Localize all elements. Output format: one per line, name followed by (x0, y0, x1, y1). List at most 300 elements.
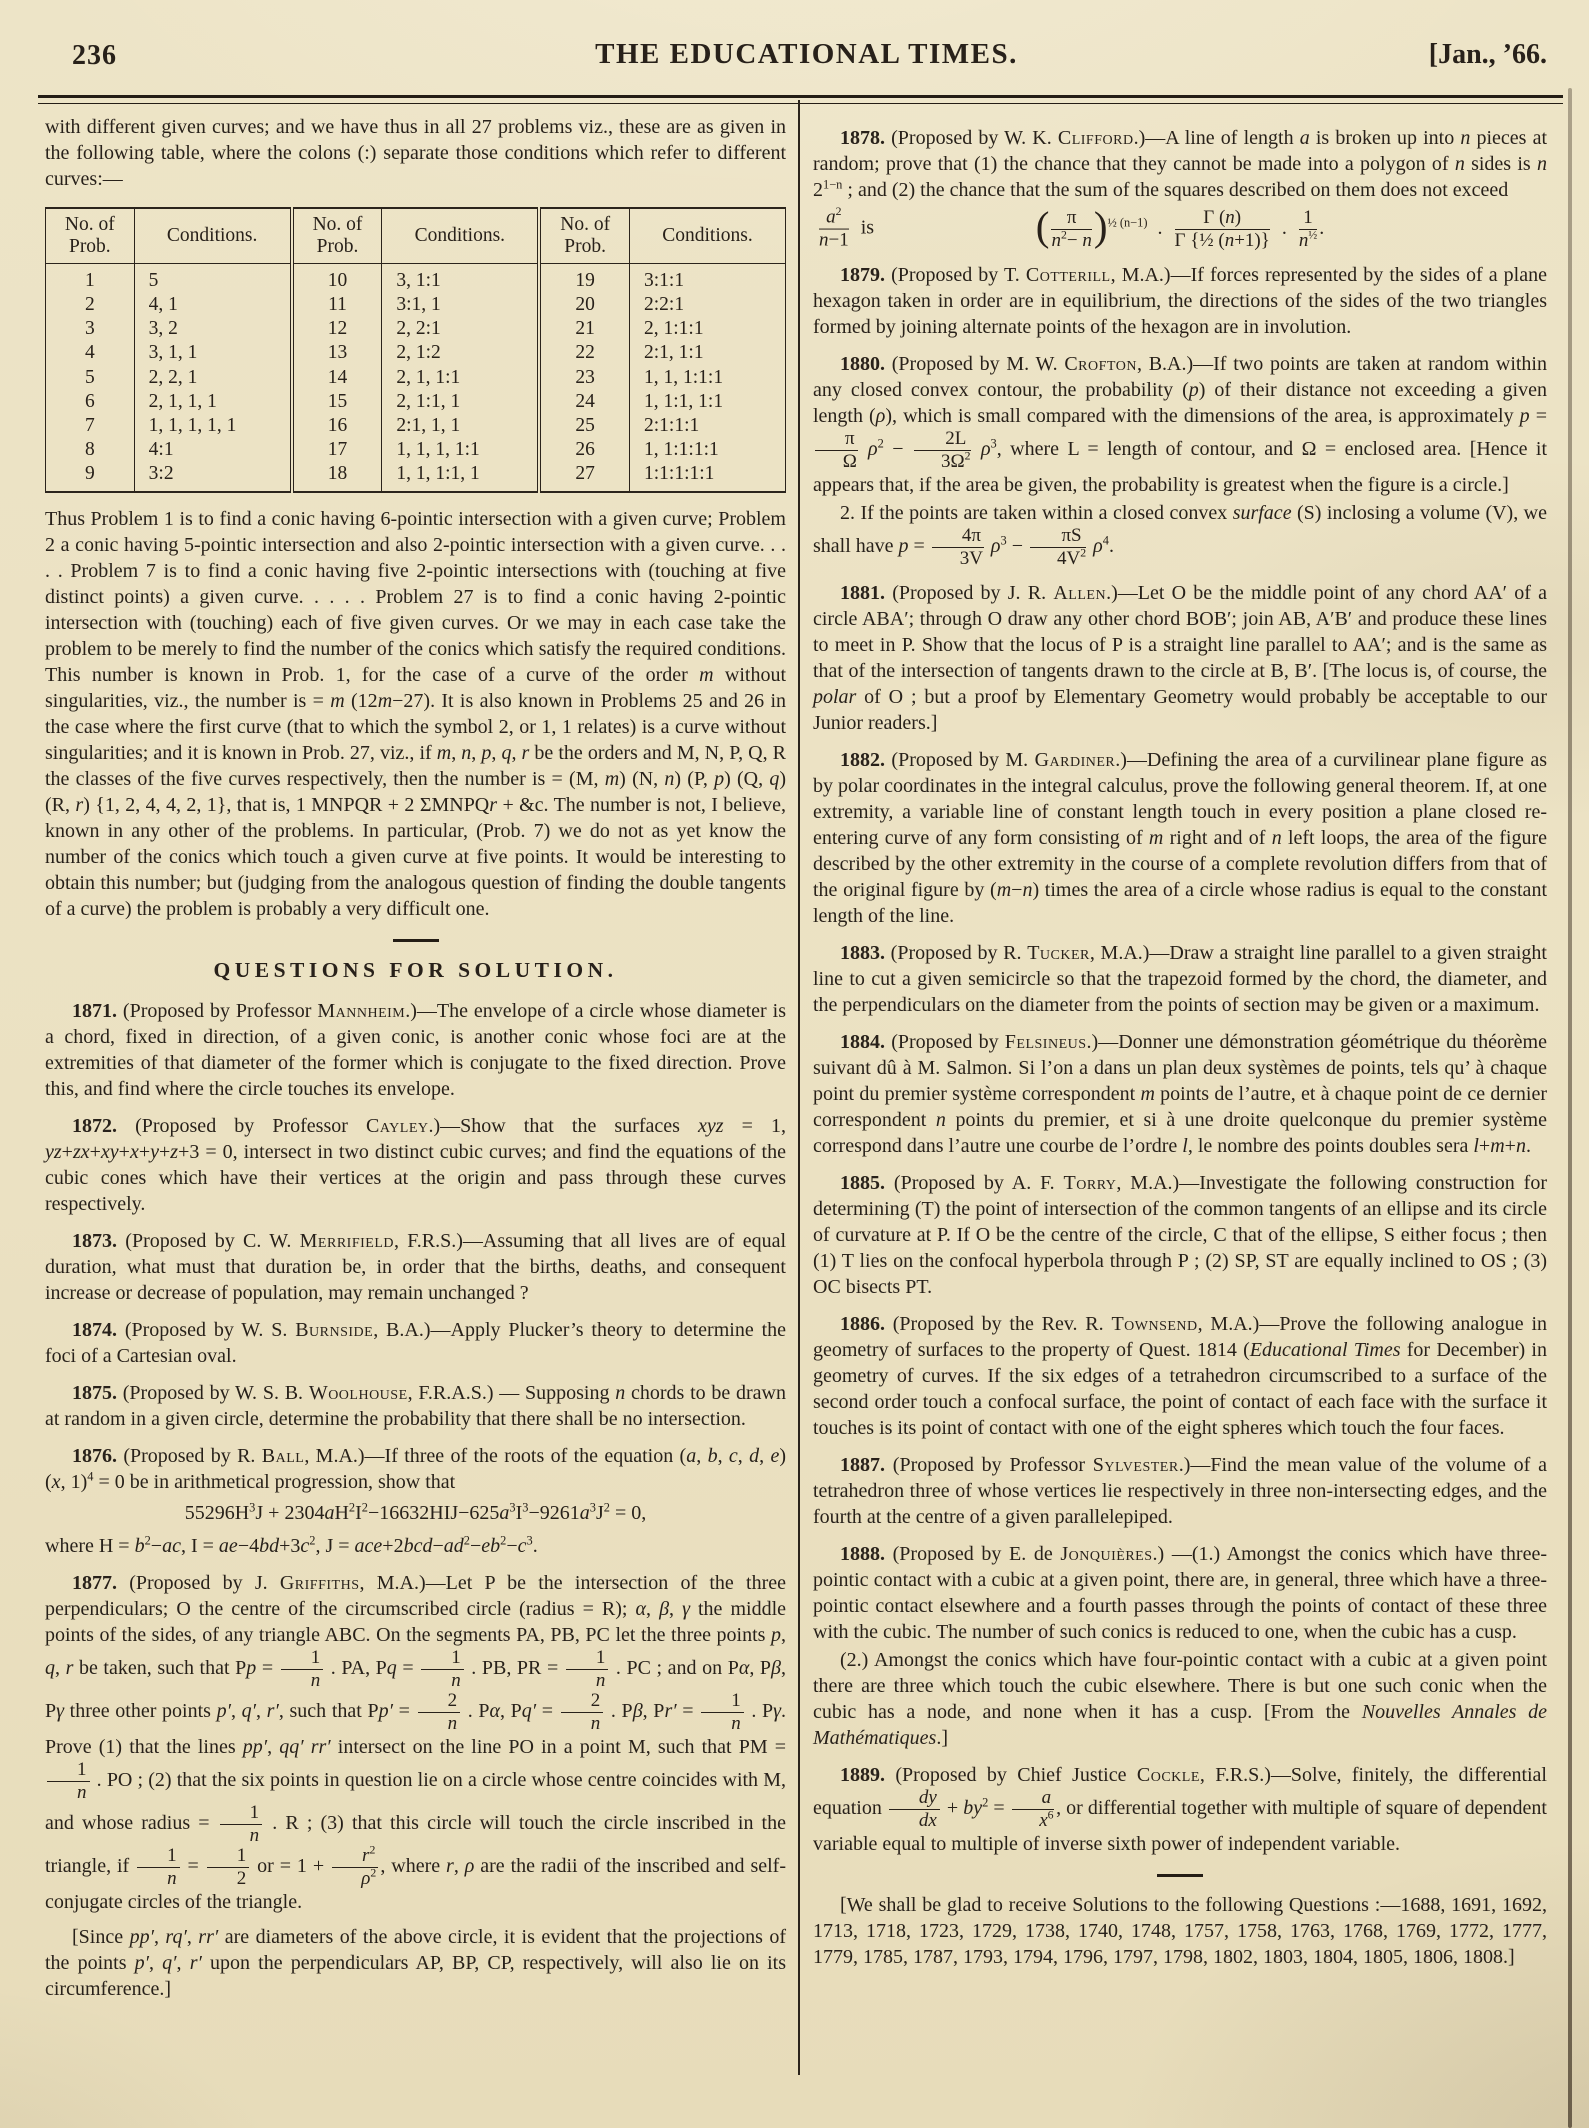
proposer-name: Griffiths (279, 1572, 360, 1595)
fraction (1299, 208, 1317, 251)
problem-1874: 1874. (Proposed by W. S. Burnside, B.A.)—Apply Plucker’s theory to determine the foci of a Cartesian oval. (45, 1319, 786, 1368)
italic-text: n (1271, 826, 1282, 849)
problem-number: 1872. (72, 1115, 117, 1138)
italic-text: p (898, 534, 909, 557)
problem-number: 1883. (840, 941, 885, 964)
italic-text: qq′ (279, 1736, 304, 1759)
problem-number: 1881. (840, 581, 885, 604)
conditions-cell: 2, 1:1:1 (630, 317, 786, 341)
italic-text: n (1082, 229, 1092, 251)
italic-text: eb (481, 1535, 501, 1558)
italic-text: rr′ (198, 1925, 219, 1948)
problem-1878: 1878. (Proposed by W. K. Clifford.)—A line of length a is broken up into n pieces at random; prove that (1) the chance that they cannot be made into a polygon of n sides is n $2^{1-n}$ ; and (2) the chance that the sum of the squares described on them does not exceed (813, 127, 1548, 201)
fraction (914, 429, 971, 472)
superscript: 3 (522, 1500, 529, 1515)
fraction (418, 1691, 461, 1734)
italic-text: n (167, 1867, 177, 1889)
italic-text: p′ (378, 1700, 393, 1723)
table-row (46, 390, 786, 414)
italic-text: p (771, 1624, 781, 1647)
superscript: 2 (877, 436, 884, 451)
problem-number-cell: 15 (292, 390, 382, 414)
problem-1877: 1877. (Proposed by J. Griffiths, M.A.)—Let P be the intersection of the three perpendiculars; O the centre of the circumscribed circle (radius = R); α, β, γ the middle points of the sides, of any triangle ABC. On the segments PA, PB, PC let the three points p, q, r be taken, such that Pp = $\frac{1}{n}$ . PA, Pq = $\frac{1}{n}$ . PB, PR = $\frac{1}{n}$ . PC ; and on Pα, Pβ, Pγ three other points p′, q′, r′, such that Pp′ = $\frac{2}{n}$ . Pα, Pq′ = $\frac{2}{n}$ . Pβ, Pr′ = $\frac{1}{n}$ . Pγ. Prove (1) that the lines pp′, qq′ rr′ intersect on the line PO in a point M, such that PM = $\frac{1}{n}$ . PO ; (2) that the six points in question lie on a circle whose centre coincides with M, and whose radius = $\frac{1}{n}$ . R ; (3) that this circle will touch the circle inscribed in the triangle, if $\frac{1}{n}$ = $\frac{1}{2}$ or = 1 + $\frac{r^2}{\rho^2}$ , where r, ρ are the radii of the inscribed and self-conjugate circles of the triangle. (45, 1572, 787, 1913)
italic-text: e (770, 1445, 780, 1468)
proposer-name: Sylvester (1092, 1453, 1179, 1476)
table-row (46, 438, 786, 462)
problem-number-cell: 21 (539, 317, 629, 341)
conditions-cell: 3:1, 1 (382, 293, 540, 317)
italic-text: d (749, 1445, 760, 1468)
italic-text: polar (813, 685, 857, 708)
italic-text: y (150, 1141, 160, 1164)
superscript: 6 (1047, 1808, 1054, 1822)
italic-text: n (447, 1713, 458, 1735)
fraction-numerator: 1 (207, 1846, 250, 1868)
italic-text: p (1188, 378, 1199, 401)
fraction-numerator: 2 (561, 1691, 604, 1713)
italic-text: n (819, 229, 829, 251)
proposer-name: Cotterill (1025, 263, 1111, 286)
italic-text: r (75, 794, 84, 817)
problem-number-cell: 7 (84, 414, 95, 436)
table-body (46, 263, 786, 492)
italic-text: r (521, 742, 530, 765)
fraction-numerator: 2 (418, 1691, 461, 1713)
proposer-name: Cockle (1136, 1763, 1200, 1786)
fraction-denominator (47, 1782, 90, 1803)
fraction (932, 526, 984, 569)
problem-number-cell: 22 (539, 341, 629, 365)
italic-text: ad (443, 1535, 464, 1558)
superscript: 2 (1080, 546, 1087, 560)
superscript: 4 (87, 1469, 94, 1484)
italic-text: β (771, 1657, 781, 1680)
superscript: 2 (361, 1500, 368, 1515)
italic-text: γ (773, 1700, 782, 1723)
proposer-name: Crofton (1064, 352, 1137, 375)
table-row (46, 341, 786, 365)
fraction-numerator: 1 (47, 1760, 90, 1782)
formula-main: ( $\frac{\pi}{n^2- n}$ )$^{\frac{1}{2} (n-1)}$ . $\frac{\Gamma (n)}{\text{Γ \{½ (n+1)\}}}$ . $\frac{1}{n^{\frac{1}{2}}}$ . (1035, 203, 1325, 251)
proposer-name: Gardiner (1034, 748, 1116, 771)
questions-heading: QUESTIONS FOR SOLUTION. (213, 958, 618, 983)
italic-text: pp′ (242, 1736, 268, 1759)
table-row (46, 462, 786, 492)
italic-text: q′ (162, 1951, 177, 1974)
italic-text: n (590, 1713, 601, 1735)
italic-text: r′ (189, 1951, 202, 1974)
italic-text: x (1039, 1809, 1048, 1831)
fraction-denominator: $4V^2$ (1057, 546, 1087, 569)
fraction-numerator (889, 1788, 940, 1810)
left-column (45, 114, 786, 2002)
superscript: 2 (964, 449, 971, 463)
problem-number: 1875. (72, 1382, 117, 1405)
column-header: No. of Prob. (539, 208, 629, 263)
italic-text: x (129, 1141, 139, 1164)
italic-text: m (377, 690, 393, 713)
italic-text: r (65, 1657, 74, 1680)
italic-text: rq′ (165, 1925, 187, 1948)
italic-text: a (1299, 127, 1310, 149)
italic-text: p (246, 1657, 257, 1680)
italic-text: β (659, 1598, 670, 1621)
italic-text: q (45, 1657, 55, 1680)
italic-text: a (324, 1502, 335, 1525)
superscript: 2 (348, 1500, 356, 1515)
problem-number-cell: 24 (539, 390, 629, 414)
proposer-name: Woolhouse (308, 1382, 408, 1405)
proposer-name: Tucker (1027, 941, 1090, 964)
conditions-cell: 2, 1:1, 1 (382, 390, 540, 414)
page-header (64, 34, 1549, 78)
fraction-numerator: 4π (932, 526, 984, 548)
italic-text: r (446, 1854, 454, 1877)
italic-text: n (249, 1824, 260, 1846)
italic-text: n (1051, 229, 1061, 251)
fraction (1012, 1788, 1055, 1831)
proposer-name: Jonquières (1060, 1542, 1153, 1565)
superscript: 2 (1060, 228, 1067, 242)
superscript: 2 (309, 1533, 316, 1548)
superscript: 3 (526, 1533, 533, 1548)
proposer-name: Mannheim (317, 1000, 406, 1023)
problem-number: 1888. (840, 1542, 885, 1565)
italic-text: r (489, 794, 498, 817)
problem-number: 1880. (840, 352, 885, 375)
proposer-name: Cayley (366, 1115, 429, 1138)
solutions-request: [We shall be glad to receive Solutions to the following Questions :—1688, 1691, 1692, 1713, 1718, 1723, 1729, 1738, 1740, 1748, 1757, 1758, 1763, 1768, 1769, 1772, 1777, 1779, 1785, 1787, 1793, 1794, 1796, 1797, 1798, 1802, 1803, 1804, 1805, 1806, 1808.] (813, 1893, 1547, 1968)
problem-number: 1887. (840, 1453, 885, 1476)
fraction-numerator: 1 (1299, 208, 1317, 230)
superscript: 2 (603, 1500, 610, 1515)
conditions-cell: 3:1:1 (630, 263, 786, 293)
italic-text: surface (1232, 501, 1292, 524)
problem-1882: 1882. (Proposed by M. Gardiner.)—Defining the area of a curvilinear plane figure as by polar coordinates in the integral calculus, prove the following general theorem. If, at one extremity, a variable line of constant length touch in every position a plane closed re-entering curve of any form consisting of m right and of n left loops, the area of the figure described by the other extremity in the course of a complete revolution differs from that of the original figure by (m−n) times the area of a circle whose radius is equal to the constant length of the line. (813, 748, 1548, 927)
italic-text: rr′ (310, 1736, 331, 1759)
proposer-name: Townsend (1111, 1312, 1198, 1335)
superscript: 2 (369, 1843, 376, 1857)
italic-text: m (604, 768, 620, 791)
conditions-cell: 2:1, 1:1 (630, 341, 786, 365)
italic-text: ac (162, 1535, 181, 1558)
problem-1884: 1884. (Proposed by Felsineus.)—Donner une démonstration géométrique du théorème suivant dû à M. Salmon. Si l’on a dans un plan deux systèmes de points, tels qu’ à chaque point du premier système correspondent m points de l’autre, et à chaque point de ce dernier correspondent n points du premier, et si à une droite quelconque du premier système correspond dans l’autre une courbe de l’ordre l, le nombre des points doubles sera l+m+n. (813, 1030, 1547, 1157)
fraction-numerator: π (1051, 208, 1091, 230)
formula-1876 (45, 1500, 786, 1526)
header-rule (38, 95, 1563, 104)
conditions-cell: 3, 2 (134, 317, 292, 341)
italic-text: m (1140, 1082, 1155, 1105)
italic-text: q (769, 768, 780, 791)
problem-1876: 1876. (Proposed by R. Ball, M.A.)—If three of the roots of the equation (a, b, c, d, e) (x, 1)$^4$ = 0 be in arithmetical progression, show that (45, 1445, 787, 1494)
italic-text: b (707, 1445, 718, 1468)
superscript: 2 (463, 1533, 470, 1548)
right-column (813, 114, 1547, 1970)
fraction (281, 1648, 324, 1691)
italic-text: ρ (875, 404, 886, 427)
italic-text: ace (354, 1535, 383, 1558)
conditions-cell: 5 (134, 263, 292, 293)
fraction (220, 1803, 263, 1846)
conditions-cell: 2, 1, 1:1 (382, 366, 540, 390)
proposer-name: Torry (1063, 1171, 1117, 1194)
conditions-cell: 3, 1, 1 (134, 341, 292, 365)
table-header-row (46, 208, 786, 263)
problem-number-cell: 3 (84, 318, 95, 340)
italic-text: c (728, 1445, 738, 1468)
conditions-cell: 1, 1, 1, 1, 1 (134, 414, 292, 438)
fraction-denominator (889, 1810, 940, 1831)
superscript: 2 (500, 1533, 507, 1548)
superscript: 3 (589, 1500, 596, 1515)
fraction-numerator: 1 (701, 1691, 744, 1713)
italic-text: Nouvelles Annales de Mathématiques (813, 1700, 1547, 1749)
italic-text: by (963, 1796, 983, 1819)
problem-1886: 1886. (Proposed by the Rev. R. Townsend, M.A.)—Prove the following analogue in geometry of surfaces to the property of Quest. 1814 (Educational Times for December) in geometry of curves. If the six edges of a tetrahedron circumscribed to a surface of the second order touch a confocal surface, the point of contact of each face with the surface it touches is its point of contact with one of the eight spheres which touch the four faces. (813, 1312, 1548, 1439)
problem-1883: 1883. (Proposed by R. Tucker, M.A.)—Draw a straight line parallel to a given straight line to cut a given semicircle so that the trapezoid formed by the chord, the diameter, and the perpendiculars on the diameter from the points of section may be given or a maximum. (813, 941, 1547, 1016)
problem-1889: 1889. (Proposed by Chief Justice Cockle, F.R.S.)—Solve, finitely, the differential equation $\frac{dy}{dx}$ + $by^2$ = $\frac{a}{x^6}$ , or differential together with multiple of square of dependent variable equal to multiple of inverse sixth power of independent variable. (813, 1763, 1547, 1855)
fraction-denominator (561, 1713, 604, 1734)
proposer-name: Clifford (1057, 127, 1134, 149)
superscript: 1−n (823, 177, 843, 192)
fraction-denominator: 2 (236, 1867, 247, 1889)
fraction-denominator: n−1 (819, 229, 849, 251)
fraction (701, 1691, 744, 1734)
italic-text: n (1454, 153, 1465, 175)
proposer-name: Allen (1053, 581, 1107, 604)
italic-text: α (635, 1598, 647, 1621)
fraction-denominator (421, 1670, 464, 1691)
problem-number-cell: 27 (539, 462, 629, 492)
fraction-denominator (220, 1825, 263, 1846)
conditions-cell: 2:1:1:1 (630, 414, 786, 438)
italic-text: α (738, 1657, 750, 1680)
italic-text: ae (218, 1535, 238, 1558)
conditions-cell: 3, 1:1 (382, 263, 540, 293)
italic-text: n (935, 1108, 946, 1131)
fraction (421, 1648, 464, 1691)
fraction-denominator: Ω (842, 450, 857, 472)
table-row (46, 293, 786, 317)
problem-1875: 1875. (Proposed by W. S. B. Woolhouse, F.R.A.S.) — Supposing n chords to be drawn at random in a given circle, determine the probability that there shall be no intersection. (45, 1382, 787, 1431)
conditions-cell: 1, 1, 1:1, 1 (382, 462, 540, 492)
italic-text: n (310, 1670, 321, 1692)
fraction-numerator: Γ (n) (1175, 208, 1270, 230)
italic-text: n (595, 1670, 606, 1692)
problem-number: 1886. (840, 1312, 885, 1335)
problem-number-cell: 19 (539, 263, 629, 293)
fraction (1051, 208, 1091, 251)
fraction-numerator: πS (1030, 526, 1086, 548)
problem-number-cell: 4 (84, 342, 95, 364)
italic-text: a (499, 1502, 510, 1525)
italic-text: p′ (216, 1700, 231, 1723)
italic-text: ρ (1093, 534, 1103, 557)
section-divider (393, 939, 439, 942)
italic-text: m (330, 690, 345, 713)
problem-number: 1879. (840, 263, 885, 286)
column-header: No. of Prob. (46, 208, 135, 263)
problem-1879: 1879. (Proposed by T. Cotterill, M.A.)—If forces represented by the sides of a plane hexagon taken in order are in equilibrium, the directions of the sides of the two triangles formed by joining alternate points of the hexagon are in involution. (813, 263, 1547, 338)
fraction-denominator (1299, 230, 1317, 251)
superscript: 3 (249, 1500, 256, 1515)
italic-text: n (1460, 127, 1471, 149)
italic-text: n (1022, 878, 1033, 901)
column-header: No. of Prob. (292, 208, 382, 263)
fraction (1030, 526, 1086, 569)
conditions-cell: 1, 1:1:1:1 (630, 438, 786, 462)
italic-text: n (461, 742, 472, 765)
italic-text: zx (72, 1141, 90, 1164)
italic-text: m (699, 664, 714, 687)
problem-1885: 1885. (Proposed by A. F. Torry, M.A.)—Investigate the following construction for determining (T) the point of intersection of the common tangents of an ellipse and its circle of curvature at P. If O be the centre of the circle, C that of the ellipse, S either focus ; then (1) T lies on the confocal hyperbola through P ; (2) SP, ST are equally inclined to OS ; (3) OC bisects PT. (813, 1171, 1547, 1298)
conditions-cell: 4, 1 (134, 293, 292, 317)
italic-text: γ (56, 1700, 65, 1723)
conditions-cell: 2:2:1 (630, 293, 786, 317)
italic-text: yz (45, 1141, 62, 1164)
fraction-denominator (1012, 1810, 1055, 1831)
problem-number-cell: 13 (292, 341, 382, 365)
problem-1871: 1871. (Proposed by Professor Mannheim.)—The envelope of a circle whose diameter is a chord, fixed in direction, of a given conic, is another conic whose foci are at the extremities of that diameter of the former which is conjugate to the fixed direction. Prove this, and find where the circle touches its envelope. (45, 1000, 786, 1101)
fraction-denominator (332, 1868, 378, 1889)
conditions-cell: 2, 2:1 (382, 317, 540, 341)
problem-number-cell: 5 (84, 366, 95, 388)
problem-number-cell: 18 (292, 462, 382, 492)
italic-text: dx (918, 1809, 937, 1831)
problem-number-cell: 6 (84, 390, 95, 412)
problem-number-cell: 23 (539, 366, 629, 390)
fraction-denominator (701, 1713, 744, 1734)
italic-text: Educational Times (1249, 1338, 1401, 1361)
conditions-table (45, 207, 786, 493)
conditions-cell: 1, 1, 1:1:1 (630, 366, 786, 390)
italic-text: m (996, 878, 1012, 901)
page-edge-shadow (1568, 88, 1572, 2128)
italic-text: xy (100, 1141, 119, 1164)
italic-text: n (615, 1382, 626, 1405)
problem-number-cell: 8 (84, 439, 95, 461)
problem-number-cell: 12 (292, 317, 382, 341)
italic-text: b (134, 1535, 145, 1558)
journal-title: THE EDUCATIONAL TIMES. (595, 38, 1018, 70)
conditions-cell: 3:2 (134, 462, 292, 492)
italic-text: c (517, 1535, 527, 1558)
problem-1888-part2: (2.) Amongst the conics which have four-pointic contact with a cubic at a given point there are three which touch the cubic elsewhere. There is but one such conic when the cubic has a node, and none when it has a cusp. [From the Nouvelles Annales de Mathématiques.] (813, 1648, 1547, 1749)
problem-1872: 1872. (Proposed by Professor Cayley.)—Show that the surfaces xyz = 1, yz+zx+xy+x+y+z+3 = 0, intersect in two distinct cubic curves; and find the equations of the cubic cones which have their vertices at the origin and pass through these curves respectively. (45, 1115, 787, 1216)
column-header: Conditions. (134, 208, 292, 263)
problem-number: 1882. (840, 748, 885, 771)
fraction (137, 1846, 180, 1889)
italic-text: ρ (990, 534, 1001, 557)
discussion-paragraph: Thus Problem 1 is to find a conic having 6-pointic intersection with a given curve; Problem 2 a conic having 5-pointic intersection and also 2-pointic intersection with a given curve. . . . . Problem 7 is to find a conic having five 2-pointic intersections with (touching at five distinct points) a given curve. . . . . Problem 27 is to find a conic having 2-pointic intersection with (touching) each of five given curves. Or we may in each case take the problem to be merely to find the number of the conics which satisfy the required conditions. This number is known in Prob. 1, for the case of a curve of the order m without singularities, viz., the number is = m (12m−27). It is also known in Problems 25 and 26 in the case where the first curve (that to which the symbol 2, or 1, 1 relates) is a curve without singularities; and it is known in Prob. 27, viz., if m, n, p, q, r be the orders and M, N, P, Q, R the classes of the five curves respectively, then the number is = (M, m) (N, n) (P, p) (Q, q) (R, r) {1, 2, 4, 4, 2, 1}, that is, 1 MNPQR + 2 ΣMNPQr + &c. The number is not, I believe, known in any other of the problems. In particular, (Prob. 7) we do not as yet know the number of the conics which touch a given curve at five points. It would be interesting to obtain this number; but (judging from the analogous question of finding the double tangents of a curve) the problem is probably a very difficult one. (45, 508, 787, 921)
italic-text: bcd (403, 1535, 433, 1558)
superscript: 3 (509, 1500, 516, 1515)
fraction-denominator: 3V (959, 547, 983, 569)
problem-number-cell: 16 (292, 414, 382, 438)
fraction-numerator: 2L (914, 429, 971, 451)
superscript: 3 (990, 436, 997, 451)
problem-number-cell: 9 (84, 463, 95, 485)
problem-number-cell: 10 (292, 263, 382, 293)
note-1877: [Since pp′, rq′, rr′ are diameters of the above circle, it is evident that the projections of the points p′, q′, r′ upon the perpendiculars AP, BP, CP, respectively, will also lie on its circumference.] (45, 1925, 787, 2000)
italic-text: dy (918, 1786, 937, 1808)
fraction-denominator (137, 1868, 180, 1889)
problem-number-cell: 20 (539, 293, 629, 317)
italic-text: r (362, 1844, 370, 1866)
problem-number: 1884. (840, 1030, 885, 1053)
problem-number: 1874. (72, 1319, 117, 1342)
italic-text: n (1515, 1134, 1526, 1157)
italic-text: n (1298, 229, 1309, 251)
problem-number: 1885. (840, 1171, 885, 1194)
proposer-name: Felsineus (1004, 1030, 1087, 1053)
fraction-numerator (819, 205, 849, 230)
proposer-name: Burnside (295, 1319, 374, 1342)
intro-paragraph: with different given curves; and we have thus in all 27 problems viz., these are as given in the following table, where the colons (:) separate those conditions which refer to different curves:— (45, 116, 786, 190)
superscript: 2 (835, 205, 842, 219)
problem-number-cell: 1 (84, 269, 95, 291)
italic-text: l (1473, 1134, 1479, 1157)
italic-text: q (501, 742, 512, 765)
proposer-name: Merrifield (299, 1230, 394, 1253)
formula-lead: $\frac{a^2}{n-1}$ is (819, 205, 875, 251)
problem-1873: 1873. (Proposed by C. W. Merrifield, F.R.S.)—Assuming that all lives are of equal duration, what must that duration be, in order that the births, deaths, and consequent increase or decrease of population, may remain unchanged ? (45, 1230, 787, 1305)
italic-text: n (731, 1713, 741, 1735)
superscript: 2 (144, 1533, 151, 1548)
fraction (207, 1846, 250, 1889)
italic-text: m (1148, 826, 1164, 849)
table-row (46, 414, 786, 438)
fraction-numerator (332, 1843, 378, 1868)
italic-text: p (481, 742, 492, 765)
problem-number: 1878. (840, 127, 885, 149)
italic-text: a (1041, 1786, 1052, 1808)
problem-number-cell: 11 (292, 293, 382, 317)
conditions-cell: 4:1 (134, 438, 292, 462)
italic-text: pp′ (129, 1925, 154, 1948)
italic-text: ρ (361, 1867, 371, 1889)
fraction-denominator (566, 1670, 609, 1691)
column-header: Conditions. (382, 208, 540, 263)
problem-number: 1873. (72, 1230, 117, 1253)
fraction-denominator (281, 1670, 324, 1691)
italic-text: α (489, 1700, 500, 1723)
superscript: 2 (370, 1866, 377, 1880)
italic-text: a (686, 1445, 697, 1468)
column-divider-rule (798, 100, 800, 2075)
fraction (566, 1648, 609, 1691)
fraction (815, 429, 858, 472)
superscript: 4 (1102, 533, 1109, 548)
italic-text: c (300, 1535, 310, 1558)
issue-date: [Jan., ’66. (1428, 39, 1547, 70)
fraction-denominator: $3\Omega^2$ (940, 449, 971, 472)
column-header: Conditions. (630, 208, 786, 263)
fraction (1175, 208, 1270, 251)
problem-number-cell: 25 (539, 414, 629, 438)
problem-number: 1889. (840, 1763, 885, 1786)
formula-1876-where: where $H = b^2-ac$, $I = ae-4bd+3c^2$, $J = ace+2bcd-ad^2-eb^2-c^3$. (45, 1533, 538, 1558)
italic-text: m (436, 742, 452, 765)
italic-text: m (1490, 1134, 1505, 1157)
problem-1880-part2: 2. If the points are taken within a closed convex surface (S) inclosing a volume (V), we shall have p = $\frac{4\pi}{3V}$ $\rho^3$ − $\frac{\pi S}{4V^2}$ $\rho^4$. (813, 501, 1547, 569)
italic-text: l (1182, 1134, 1188, 1157)
conditions-cell: 1:1:1:1:1 (630, 462, 786, 492)
table-head (46, 208, 786, 263)
italic-text: p′ (134, 1951, 149, 1974)
proposer-name: Ball (261, 1445, 305, 1468)
italic-text: n (1537, 153, 1547, 175)
